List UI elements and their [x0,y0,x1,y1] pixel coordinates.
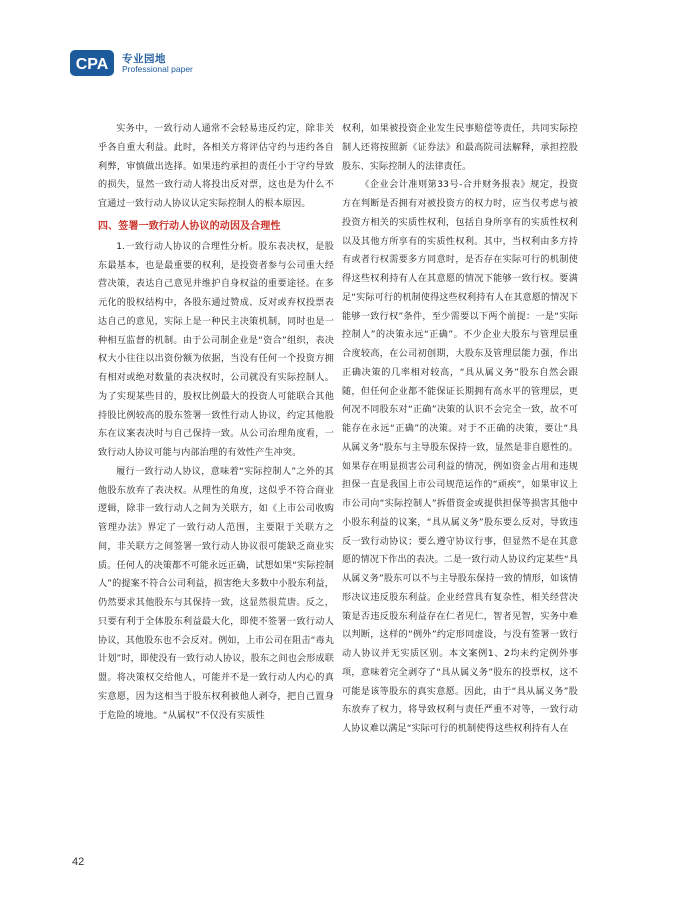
paragraph: 1.一致行动人协议的合理性分析。股东表决权，是股东最基本，也是最重要的权利，是投资者参与公司重大经营决策，表达自己意见并维护自身权益的重要途径。在多元化的股权结构中，各股东通过赞成、反对或弃权投票表达自己的意见，实际上是一种民主决策机制，同时也是一种相互监督的机制。由于公司制企业是“资合”组织，表决权大小往往以出资份额为依据，当没有任何一个投资方拥有相对或绝对数量的表决权时，公司就没有实际控制人。为了实现某些目的，股权比例最大的投资人可能联合其他持股比例较高的股东签署一致性行动人协议，约定其他股东在议案表决时与自己保持一致。从公司治理角度看，一致行动人协议可能与内部治理的有效性产生冲突。 [98,241,334,458]
paragraph: 《企业会计准则第33号-合并财务报表》规定，投资方在判断是否拥有对被投资方的权力时，应当仅考虑与被投资方相关的实质性权利，包括自身所享有的实质性权利以及其他方所享有的实质性权利。其中，当权利由多方持有或者行权需要多方同意时，是否存在实际可行的机制使得这些权利持有人在其意愿的情况下能够一致行权。要满足“实际可行的机制使得这些权利持有人在其意愿的情况下能够一致行权”条件，至少需要以下两个前提：一是“实际控制人”的决策永远“正确”。不少企业大股东与管理层重合度较高，在公司初创期，大股东及管理层能力强，作出正确决策的几率相对较高，“具从属义务”股东自然会跟随，但任何企业都不能保证长期拥有高水平的管理层，更何况不同股东对“正确”决策的认识不会完全一致，故不可能存在永远“正确”的决策。对于不正确的决策，要让“具从属义务”股东与主导股东保持一致，显然是非自愿性的。如果存在明显损害公司利益的情况，例如资金占用和违规担保一直是我国上市公司规范运作的“顽疾”，如果审议上市公司向“实际控制人”拆借资金或提供担保等损害其他中小股东利益的议案，“具从属义务”股东要么反对，导致违反一致行动协议；要么遵守协议行事，但显然不是在其意愿的情况下作出的表决。二是一致行动人协议约定某些“具从属义务”股东可以不与主导股东保持一致的情形，如该情形决议违反股东利益。企业经营具有复杂性，相关经营决策是否违反股东利益存在仁者见仁，智者见智，实务中难以判断，这样的“例外”约定形同虚设，与没有签署一致行动人协议并无实质区别。本文案例1、2均未约定例外事项，意味着完全剥夺了“具从属义务”股东的投票权，这不可能是该等股东的真实意愿。因此，由于“具从属义务”股东放弃了权力，将导致权利与责任严重不对等，一致行动人协议难以满足“实际可行的机制使得这些权利持有人在 [342,180,578,734]
section-title: 专业园地 [122,53,166,65]
paragraph: 履行一致行动人协议，意味着“实际控制人”之外的其他股东放弃了表决权。从理性的角度，这似乎不符合商业逻辑，除非一致行动人之间为关联方，如《上市公司收购管理办法》界定了一致行动人范围，主要限于关联方之间，非关联方之间签署一致行动人协议很可能缺乏商业实质。任何人的决策都不可能永远正确，试想如果“实际控制人”的提案不符合公司利益，损害绝大多数中小股东利益，仍然要求其他股东与其保持一致，这显然很荒唐。反之，只要有利于全体股东利益最大化，即使不签署一致行动人协议，其他股东也不会反对。例如，上市公司在阻击“毒丸计划”时，即使没有一致行动人协议，股东之间也会形成联盟。将决策权交给他人，可能并不是一致行动人内心的真实意愿，因为这相当于股东权利被他人剥夺，把自己置身于危险的境地。“从属权”不仅没有实质性 [98,466,334,721]
left-column [98,120,334,725]
paragraph: 权利，如果被投资企业发生民事赔偿等责任，共同实际控制人还将按照新《证券法》和最高院司法解释，承担控股股东、实际控制人的法律责任。 [342,124,578,172]
cpa-logo-icon [70,50,114,76]
section-heading: 四、签署一致行动人协议的动因及合理性 [98,220,281,232]
section-subtitle: Professional paper [122,64,193,74]
paragraph: 实务中，一致行动人通常不会轻易违反约定，除非关乎各自重大利益。此时，各相关方将评估守约与违约各自利弊，审慎做出选择。如果违约承担的责任小于守约导致的损失，显然一致行动人将投出反对票，这也是为什么不宜通过一致行动人协议认定实际控制人的根本原因。 [98,124,334,209]
page-number: 42 [72,856,85,868]
right-column [342,120,578,739]
svg-text:CPA: CPA [75,56,109,73]
